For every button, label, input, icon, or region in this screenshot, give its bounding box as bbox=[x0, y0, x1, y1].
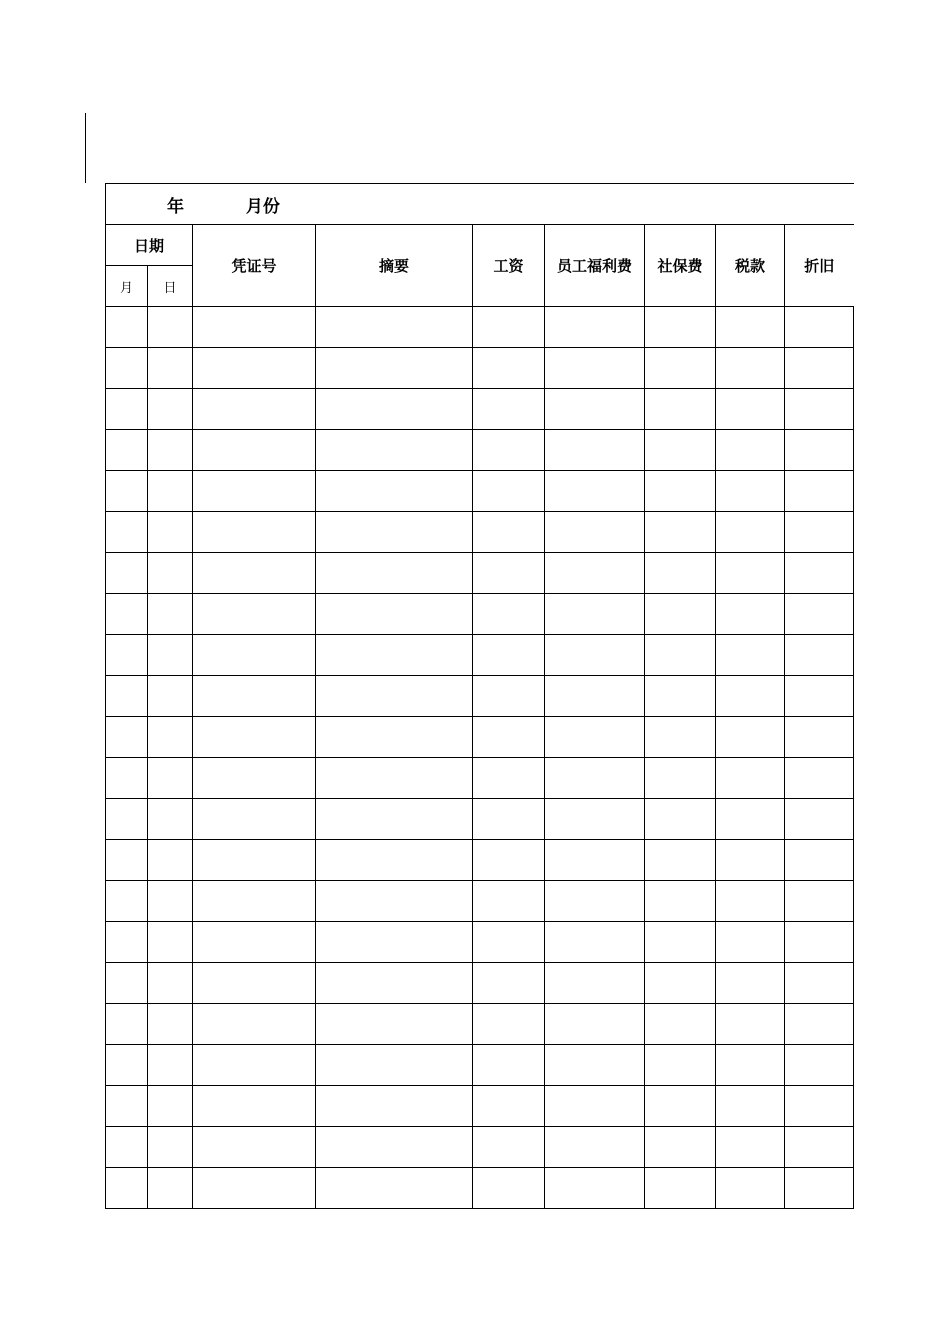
cell-summary bbox=[316, 799, 473, 840]
cell-salary bbox=[473, 553, 545, 594]
table-row bbox=[106, 840, 854, 881]
cell-month bbox=[106, 635, 148, 676]
table-row bbox=[106, 348, 854, 389]
cell-day bbox=[148, 348, 193, 389]
cell-month bbox=[106, 840, 148, 881]
cell-voucher-no bbox=[193, 307, 316, 348]
cell-voucher-no bbox=[193, 635, 316, 676]
header-welfare: 员工福利费 bbox=[545, 225, 645, 307]
cell-day bbox=[148, 635, 193, 676]
table-row bbox=[106, 881, 854, 922]
table-row bbox=[106, 758, 854, 799]
table-row bbox=[106, 1168, 854, 1209]
cell-salary bbox=[473, 840, 545, 881]
cell-summary bbox=[316, 717, 473, 758]
year-label: 年 bbox=[167, 196, 184, 217]
cell-summary bbox=[316, 471, 473, 512]
cell-salary bbox=[473, 922, 545, 963]
cell-day bbox=[148, 594, 193, 635]
cell-tax bbox=[716, 1168, 785, 1209]
cell-day bbox=[148, 799, 193, 840]
cell-day bbox=[148, 840, 193, 881]
cell-tax bbox=[716, 717, 785, 758]
cell-salary bbox=[473, 307, 545, 348]
period-title bbox=[106, 184, 854, 225]
cell-day bbox=[148, 717, 193, 758]
cell-day bbox=[148, 512, 193, 553]
cell-depreciation bbox=[785, 307, 854, 348]
cell-depreciation bbox=[785, 348, 854, 389]
cell-tax bbox=[716, 512, 785, 553]
cell-welfare bbox=[545, 717, 645, 758]
cell-salary bbox=[473, 512, 545, 553]
cell-month bbox=[106, 758, 148, 799]
cell-summary bbox=[316, 430, 473, 471]
cell-depreciation bbox=[785, 963, 854, 1004]
cell-voucher-no bbox=[193, 717, 316, 758]
cell-tax bbox=[716, 840, 785, 881]
cell-tax bbox=[716, 471, 785, 512]
cell-salary bbox=[473, 963, 545, 1004]
cell-tax bbox=[716, 1004, 785, 1045]
cell-welfare bbox=[545, 963, 645, 1004]
cell-summary bbox=[316, 553, 473, 594]
cell-tax bbox=[716, 1045, 785, 1086]
cell-salary bbox=[473, 717, 545, 758]
cell-welfare bbox=[545, 1004, 645, 1045]
cell-salary bbox=[473, 1045, 545, 1086]
cell-tax bbox=[716, 307, 785, 348]
cell-salary bbox=[473, 1004, 545, 1045]
cell-salary bbox=[473, 881, 545, 922]
ledger-title-row bbox=[106, 184, 854, 225]
cell-social-security bbox=[645, 594, 716, 635]
cell-welfare bbox=[545, 553, 645, 594]
cell-tax bbox=[716, 430, 785, 471]
table-row bbox=[106, 1086, 854, 1127]
cell-welfare bbox=[545, 348, 645, 389]
cell-social-security bbox=[645, 676, 716, 717]
table-row bbox=[106, 635, 854, 676]
cell-voucher-no bbox=[193, 1168, 316, 1209]
cell-social-security bbox=[645, 389, 716, 430]
cell-voucher-no bbox=[193, 594, 316, 635]
cell-social-security bbox=[645, 1168, 716, 1209]
cell-day bbox=[148, 307, 193, 348]
header-tax: 税款 bbox=[716, 225, 785, 307]
cell-day bbox=[148, 1127, 193, 1168]
cell-month bbox=[106, 348, 148, 389]
cell-voucher-no bbox=[193, 922, 316, 963]
cell-salary bbox=[473, 430, 545, 471]
header-month: 月 bbox=[106, 266, 148, 307]
cell-welfare bbox=[545, 676, 645, 717]
cell-social-security bbox=[645, 1004, 716, 1045]
cell-welfare bbox=[545, 1045, 645, 1086]
cell-salary bbox=[473, 594, 545, 635]
cell-day bbox=[148, 1004, 193, 1045]
cell-salary bbox=[473, 1127, 545, 1168]
cell-social-security bbox=[645, 553, 716, 594]
cell-welfare bbox=[545, 471, 645, 512]
cell-welfare bbox=[545, 307, 645, 348]
cell-month bbox=[106, 553, 148, 594]
cell-month bbox=[106, 389, 148, 430]
cell-salary bbox=[473, 348, 545, 389]
cell-depreciation bbox=[785, 471, 854, 512]
cell-welfare bbox=[545, 840, 645, 881]
cell-month bbox=[106, 799, 148, 840]
cell-month bbox=[106, 307, 148, 348]
cell-depreciation bbox=[785, 717, 854, 758]
cell-tax bbox=[716, 348, 785, 389]
cell-depreciation bbox=[785, 553, 854, 594]
cell-summary bbox=[316, 676, 473, 717]
table-row bbox=[106, 1045, 854, 1086]
cell-social-security bbox=[645, 881, 716, 922]
header-date: 日期 bbox=[106, 225, 193, 266]
cell-summary bbox=[316, 512, 473, 553]
cell-welfare bbox=[545, 512, 645, 553]
table-row bbox=[106, 717, 854, 758]
cell-voucher-no bbox=[193, 1086, 316, 1127]
cell-depreciation bbox=[785, 758, 854, 799]
cell-day bbox=[148, 881, 193, 922]
cell-month bbox=[106, 594, 148, 635]
cell-summary bbox=[316, 922, 473, 963]
table-row bbox=[106, 553, 854, 594]
cell-summary bbox=[316, 1168, 473, 1209]
cell-voucher-no bbox=[193, 963, 316, 1004]
cell-voucher-no bbox=[193, 799, 316, 840]
cell-summary bbox=[316, 389, 473, 430]
cell-salary bbox=[473, 676, 545, 717]
cell-salary bbox=[473, 1168, 545, 1209]
cell-depreciation bbox=[785, 1045, 854, 1086]
cell-depreciation bbox=[785, 594, 854, 635]
cell-depreciation bbox=[785, 1086, 854, 1127]
table-row bbox=[106, 471, 854, 512]
cell-depreciation bbox=[785, 922, 854, 963]
cell-summary bbox=[316, 1086, 473, 1127]
header-salary: 工资 bbox=[473, 225, 545, 307]
cell-day bbox=[148, 1045, 193, 1086]
cell-depreciation bbox=[785, 1004, 854, 1045]
cell-month bbox=[106, 922, 148, 963]
cell-month bbox=[106, 717, 148, 758]
table-row bbox=[106, 922, 854, 963]
cell-welfare bbox=[545, 430, 645, 471]
cell-day bbox=[148, 553, 193, 594]
table-row bbox=[106, 1127, 854, 1168]
cell-welfare bbox=[545, 758, 645, 799]
cell-social-security bbox=[645, 799, 716, 840]
margin-line bbox=[85, 113, 86, 183]
cell-tax bbox=[716, 799, 785, 840]
table-row bbox=[106, 1004, 854, 1045]
cell-salary bbox=[473, 758, 545, 799]
cell-voucher-no bbox=[193, 430, 316, 471]
cell-voucher-no bbox=[193, 758, 316, 799]
cell-day bbox=[148, 389, 193, 430]
cell-welfare bbox=[545, 594, 645, 635]
cell-voucher-no bbox=[193, 840, 316, 881]
cell-voucher-no bbox=[193, 553, 316, 594]
cell-summary bbox=[316, 840, 473, 881]
cell-welfare bbox=[545, 881, 645, 922]
cell-welfare bbox=[545, 1127, 645, 1168]
table-row bbox=[106, 512, 854, 553]
cell-day bbox=[148, 1086, 193, 1127]
cell-tax bbox=[716, 389, 785, 430]
table-row bbox=[106, 430, 854, 471]
cell-day bbox=[148, 676, 193, 717]
cell-summary bbox=[316, 758, 473, 799]
header-voucher-no: 凭证号 bbox=[193, 225, 316, 307]
header-day: 日 bbox=[148, 266, 193, 307]
cell-salary bbox=[473, 635, 545, 676]
cell-voucher-no bbox=[193, 512, 316, 553]
cell-social-security bbox=[645, 430, 716, 471]
table-row bbox=[106, 676, 854, 717]
cell-tax bbox=[716, 676, 785, 717]
cell-tax bbox=[716, 635, 785, 676]
cell-month bbox=[106, 512, 148, 553]
cell-depreciation bbox=[785, 1127, 854, 1168]
cell-salary bbox=[473, 389, 545, 430]
header-depreciation: 折旧 bbox=[785, 225, 854, 307]
header-row bbox=[106, 225, 854, 266]
cell-welfare bbox=[545, 1086, 645, 1127]
cell-depreciation bbox=[785, 840, 854, 881]
cell-month bbox=[106, 1086, 148, 1127]
header-social-security: 社保费 bbox=[645, 225, 716, 307]
cell-tax bbox=[716, 963, 785, 1004]
cell-month bbox=[106, 1004, 148, 1045]
cell-day bbox=[148, 471, 193, 512]
cell-summary bbox=[316, 1045, 473, 1086]
cell-month bbox=[106, 676, 148, 717]
cell-welfare bbox=[545, 799, 645, 840]
cell-summary bbox=[316, 307, 473, 348]
cell-social-security bbox=[645, 717, 716, 758]
cell-voucher-no bbox=[193, 471, 316, 512]
cell-welfare bbox=[545, 1168, 645, 1209]
month-label: 月份 bbox=[245, 196, 280, 217]
cell-day bbox=[148, 922, 193, 963]
cell-voucher-no bbox=[193, 348, 316, 389]
cell-month bbox=[106, 1127, 148, 1168]
cell-depreciation bbox=[785, 676, 854, 717]
cell-tax bbox=[716, 758, 785, 799]
cell-summary bbox=[316, 348, 473, 389]
cell-voucher-no bbox=[193, 881, 316, 922]
table-row bbox=[106, 307, 854, 348]
cell-summary bbox=[316, 635, 473, 676]
cell-summary bbox=[316, 1127, 473, 1168]
cell-day bbox=[148, 430, 193, 471]
cell-depreciation bbox=[785, 430, 854, 471]
cell-salary bbox=[473, 471, 545, 512]
cell-social-security bbox=[645, 840, 716, 881]
cell-summary bbox=[316, 963, 473, 1004]
cell-day bbox=[148, 758, 193, 799]
cell-day bbox=[148, 1168, 193, 1209]
cell-month bbox=[106, 963, 148, 1004]
cell-salary bbox=[473, 799, 545, 840]
cell-social-security bbox=[645, 307, 716, 348]
cell-social-security bbox=[645, 471, 716, 512]
cell-depreciation bbox=[785, 389, 854, 430]
cell-salary bbox=[473, 1086, 545, 1127]
table-row bbox=[106, 963, 854, 1004]
cell-tax bbox=[716, 553, 785, 594]
cell-depreciation bbox=[785, 512, 854, 553]
cell-summary bbox=[316, 594, 473, 635]
cell-social-security bbox=[645, 1045, 716, 1086]
cell-month bbox=[106, 471, 148, 512]
cell-summary bbox=[316, 1004, 473, 1045]
cell-social-security bbox=[645, 1127, 716, 1168]
table-row bbox=[106, 799, 854, 840]
cell-voucher-no bbox=[193, 389, 316, 430]
cell-voucher-no bbox=[193, 1127, 316, 1168]
cell-depreciation bbox=[785, 635, 854, 676]
cell-voucher-no bbox=[193, 1004, 316, 1045]
expense-ledger-table bbox=[105, 183, 854, 1209]
cell-tax bbox=[716, 594, 785, 635]
cell-social-security bbox=[645, 758, 716, 799]
cell-social-security bbox=[645, 348, 716, 389]
header-summary: 摘要 bbox=[316, 225, 473, 307]
cell-summary bbox=[316, 881, 473, 922]
cell-welfare bbox=[545, 635, 645, 676]
cell-tax bbox=[716, 922, 785, 963]
table-row bbox=[106, 594, 854, 635]
cell-tax bbox=[716, 881, 785, 922]
cell-month bbox=[106, 1168, 148, 1209]
cell-voucher-no bbox=[193, 1045, 316, 1086]
cell-depreciation bbox=[785, 799, 854, 840]
table-row bbox=[106, 389, 854, 430]
cell-welfare bbox=[545, 389, 645, 430]
cell-voucher-no bbox=[193, 676, 316, 717]
cell-welfare bbox=[545, 922, 645, 963]
cell-social-security bbox=[645, 512, 716, 553]
cell-day bbox=[148, 963, 193, 1004]
cell-social-security bbox=[645, 922, 716, 963]
cell-month bbox=[106, 881, 148, 922]
cell-depreciation bbox=[785, 1168, 854, 1209]
cell-social-security bbox=[645, 1086, 716, 1127]
cell-social-security bbox=[645, 635, 716, 676]
cell-social-security bbox=[645, 963, 716, 1004]
cell-tax bbox=[716, 1127, 785, 1168]
cell-month bbox=[106, 1045, 148, 1086]
cell-month bbox=[106, 430, 148, 471]
cell-depreciation bbox=[785, 881, 854, 922]
cell-tax bbox=[716, 1086, 785, 1127]
